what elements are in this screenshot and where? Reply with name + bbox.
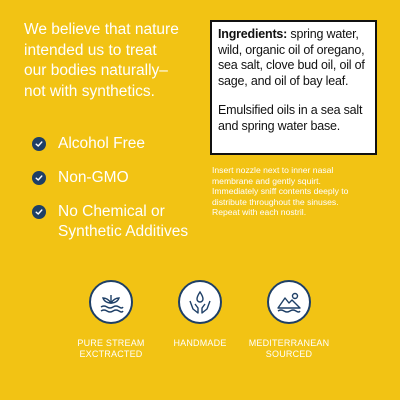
benefit-label: Synthetic Additives xyxy=(58,223,189,240)
base-line: Emulsified oils in a sea salt xyxy=(218,103,363,118)
intro-line: intended us to treat xyxy=(24,41,157,59)
intro-line: We believe that nature xyxy=(24,21,179,38)
ingredients-heading: Ingredients: xyxy=(218,27,288,41)
badge-label-line: MEDITERRANEAN xyxy=(248,338,330,348)
instruction-line: Repeat with each nostril. xyxy=(212,207,307,217)
check-icon xyxy=(32,171,46,185)
badge-label-line: EXCTRACTED xyxy=(79,349,143,359)
badge-label-line: SOURCED xyxy=(265,349,313,359)
benefit-label: Non-GMO xyxy=(58,169,129,186)
badge-label-line: PURE STREAM xyxy=(77,338,145,348)
ingredients-line: sea salt, clove bud oil, oil of xyxy=(218,58,365,73)
intro-text xyxy=(24,20,199,102)
ingredients-line: sage, and oil of bay leaf. xyxy=(218,73,349,88)
instruction-line: membrane and gently squirt. xyxy=(212,175,321,186)
ingredients-box xyxy=(210,20,377,155)
benefit-alcohol-free xyxy=(32,134,207,154)
usage-instructions xyxy=(212,165,382,218)
check-icon xyxy=(32,205,46,219)
intro-line: not with synthetics. xyxy=(24,82,155,100)
badge-mediterranean xyxy=(234,280,344,360)
benefit-label: No Chemical or xyxy=(58,203,165,220)
benefit-list xyxy=(32,134,207,256)
badge-label-line: HANDMADE xyxy=(173,338,227,348)
check-icon xyxy=(32,137,46,151)
water-plant-icon xyxy=(89,280,133,324)
intro-line: our bodies naturally– xyxy=(24,62,168,79)
mountains-icon xyxy=(267,280,311,324)
instruction-line: Immediately sniff contents deeply to xyxy=(212,186,349,196)
badge-label xyxy=(234,338,344,360)
benefit-label: Alcohol Free xyxy=(58,135,146,152)
ingredients-first-line: spring water, xyxy=(287,27,359,41)
benefit-no-chemical-additives xyxy=(32,202,207,242)
hands-drop-icon xyxy=(178,280,222,324)
instruction-line: distribute throughout the sinuses. xyxy=(212,196,339,207)
base-line: and spring water base. xyxy=(218,118,341,133)
benefit-non-gmo xyxy=(32,168,207,188)
ingredients-line: wild, organic oil of oregano, xyxy=(218,42,365,57)
instruction-line: Insert nozzle next to inner nasal xyxy=(212,165,334,175)
ingredients-line xyxy=(218,27,369,43)
